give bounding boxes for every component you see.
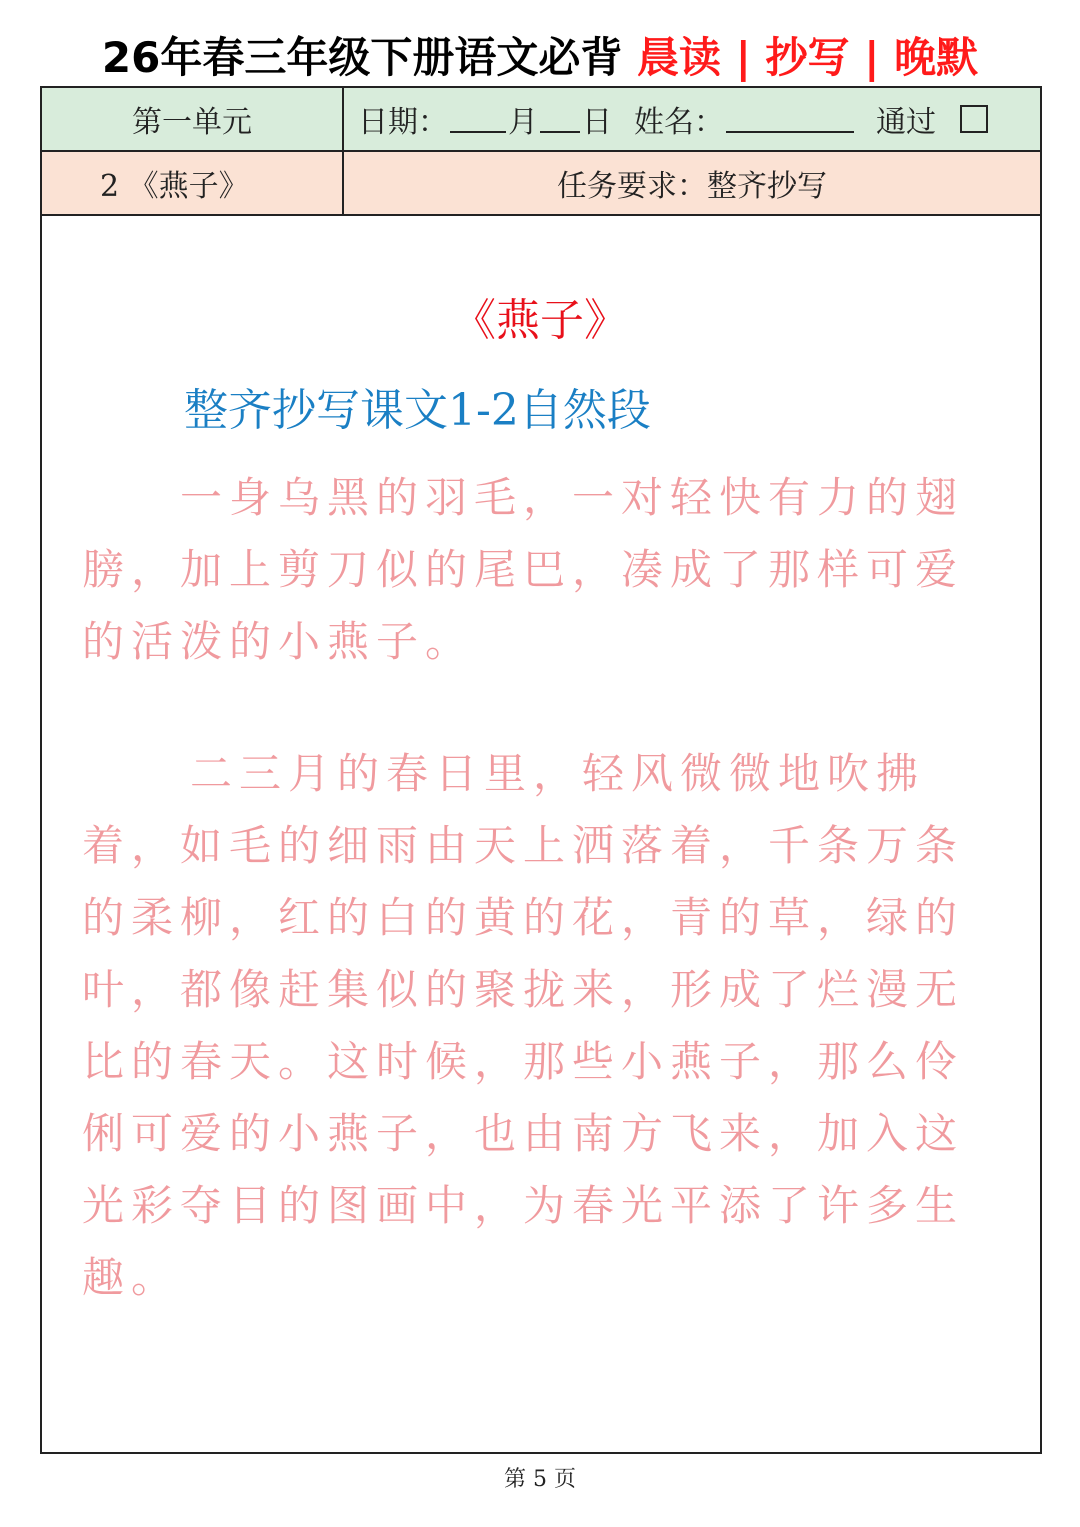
task-instruction: 整齐抄写课文1-2自然段 <box>184 385 651 436</box>
page-title-accent: 晨读 | 抄写 | 晚默 <box>636 33 979 82</box>
requirement-cell <box>344 152 1040 214</box>
requirement-label: 任务要求：整齐抄写 <box>557 169 827 204</box>
lesson-label: 2 《燕子》 <box>100 169 249 204</box>
unit-cell <box>42 88 344 150</box>
poem-title: 《燕子》 <box>452 295 628 346</box>
day-label: 日 <box>582 105 612 140</box>
name-field[interactable] <box>726 105 854 133</box>
month-field[interactable] <box>450 105 506 133</box>
pass-label: 通过 <box>876 105 936 140</box>
student-info-cell <box>344 88 1040 150</box>
date-label: 日期： <box>358 105 448 140</box>
trace-paragraph-2: 二三月的春日里，轻风微微地吹拂着，如毛的细雨由天上洒落着，千条万条的柔柳，红的白的黄的花，青的草，绿的叶，都像赶集似的聚拢来，形成了烂漫无比的春天。这时候，那些小燕子，那么伶俐可爱的小燕子，也由南方飞来，加入这光彩夺目的图画中，为春光平添了许多生趣。 <box>82 749 965 1302</box>
page-title <box>0 30 1080 86</box>
day-field[interactable] <box>540 105 580 133</box>
name-label: 姓名： <box>634 105 724 140</box>
page-title-main: 26年春三年级下册语文必背 <box>101 33 637 82</box>
trace-paragraph-1: 一身乌黑的羽毛，一对轻快有力的翅膀，加上剪刀似的尾巴，凑成了那样可爱的活泼的小燕子。 <box>82 473 965 666</box>
pass-checkbox[interactable] <box>960 105 988 133</box>
info-row <box>42 88 1040 152</box>
page-number: 第 5 页 <box>504 1467 576 1492</box>
month-label: 月 <box>508 105 538 140</box>
unit-label: 第一单元 <box>132 105 252 140</box>
lesson-row <box>42 152 1040 216</box>
lesson-cell <box>42 152 344 214</box>
